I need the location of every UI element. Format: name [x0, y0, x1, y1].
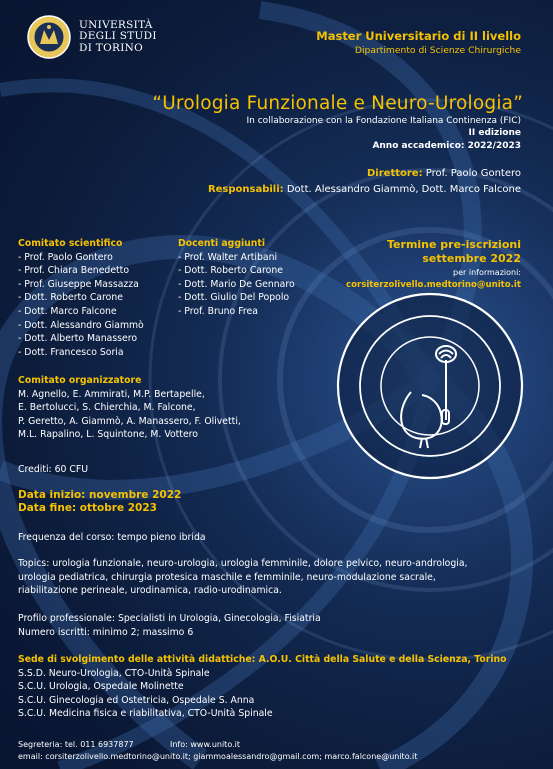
program-level: Master Universitario di II livello: [316, 29, 521, 43]
course-frequency: Frequenza del corso: tempo pieno ibrida: [18, 532, 206, 543]
list-item: M.L. Rapalino, L. Squintone, M. Vottero: [18, 429, 198, 441]
venue-heading: Sede di svolgimento delle attività didattiche: A.O.U. Città della Salute e della Scienza, Torino: [18, 654, 507, 665]
list-item: - Dott. Marco Falcone: [18, 305, 117, 317]
list-item: M. Agnello, E. Ammirati, M.P. Bertapelle,: [18, 388, 205, 400]
list-item: - Prof. Walter Artibani: [178, 251, 278, 263]
enrollment-text: Numero iscritti: minimo 2; massimo 6: [18, 626, 194, 638]
footer-emails[interactable]: email: corsiterzolivello.medtorino@unito.it; giammoalessandro@gmail.com; marco.falcone@unito.it: [18, 752, 418, 761]
list-item: S.S.D. Neuro-Urologia, CTO-Unità Spinale: [18, 667, 210, 679]
list-item: P. Geretto, A. Giammò, A. Manassero, F. Olivetti,: [18, 415, 241, 427]
university-name-line3: DI TORINO: [79, 41, 144, 54]
topics-line: urologia pediatrica, chirurgia protesica maschile e femminile, neuro-modulazione sacrale,: [18, 571, 436, 583]
scientific-committee: [18, 237, 144, 359]
list-item: - Prof. Paolo Gontero: [18, 251, 113, 263]
bladder-brain-ring-icon: [336, 292, 524, 480]
edition: II edizione: [468, 128, 521, 138]
additional-teachers: [178, 237, 295, 319]
list-item: E. Bertolucci, S. Chierchia, M. Falcone,: [18, 402, 196, 414]
list-item: - Dott. Alberto Manassero: [18, 333, 138, 345]
end-date: Data fine: ottobre 2023: [18, 502, 157, 514]
director-label: Direttore:: [367, 168, 423, 179]
info-label: per informazioni:: [453, 268, 521, 277]
list-item: - Dott. Francesco Soria: [18, 346, 124, 358]
start-date: Data inizio: novembre 2022: [18, 489, 182, 501]
director-name: Prof. Paolo Gontero: [425, 168, 521, 179]
list-item: - Dott. Mario De Gennaro: [178, 278, 295, 290]
info-email-link[interactable]: corsiterzolivello.medtorino@unito.it: [345, 280, 521, 290]
director-line: [367, 168, 521, 179]
list-item: - Dott. Giulio Del Popolo: [178, 292, 290, 304]
organizing-committee-heading: Comitato organizzatore: [18, 375, 142, 386]
department-name: Dipartimento di Scienze Chirurgiche: [354, 45, 521, 56]
info-website-link[interactable]: Info: www.unito.it: [170, 740, 240, 749]
university-seal-icon: [26, 14, 72, 60]
list-item: - Dott. Alessandro Giammò: [18, 319, 144, 331]
list-item: S.C.U. Ginecologia ed Ostetricia, Ospedale S. Anna: [18, 694, 255, 706]
collaboration-note: In collaborazione con la Fondazione Italiana Continenza (FIC): [246, 116, 521, 126]
scientific-committee-heading: Comitato scientifico: [18, 238, 123, 249]
venue: [18, 653, 507, 721]
responsible-line: [208, 184, 521, 195]
course-dates: [18, 489, 181, 515]
additional-teachers-heading: Docenti aggiunti: [178, 238, 266, 249]
list-item: - Prof. Giuseppe Massazza: [18, 278, 139, 290]
list-item: - Dott. Roberto Carone: [178, 265, 283, 277]
list-item: S.C.U. Urologia, Ospedale Molinette: [18, 681, 184, 693]
list-item: - Prof. Chiara Benedetto: [18, 265, 130, 277]
list-item: S.C.U. Medicina fisica e riabilitativa, CTO-Unità Spinale: [18, 708, 273, 720]
topics-line: Topics: urologia funzionale, neuro-urologia, urologia femminile, dolore pelvico, neuro-andrologia,: [18, 558, 468, 569]
organizing-committee: [18, 374, 241, 442]
secretariat: Segreteria: tel. 011 6937877: [18, 740, 134, 749]
academic-year: Anno accademico: 2022/2023: [372, 141, 521, 151]
list-item: - Prof. Bruno Frea: [178, 305, 258, 317]
university-logo: [26, 14, 157, 60]
responsible-names: Dott. Alessandro Giammò, Dott. Marco Falcone: [286, 184, 521, 195]
responsible-label: Responsabili:: [207, 184, 284, 195]
credits: Crediti: 60 CFU: [18, 464, 89, 475]
profile-text: Profilo professionale: Specialisti in Urologia, Ginecologia, Fisiatria: [18, 613, 321, 624]
professional-profile: [18, 612, 321, 639]
page-title: “Urologia Funzionale e Neuro-Urologia”: [152, 93, 523, 114]
university-name-line2: DEGLI STUDI: [79, 30, 157, 43]
university-name-line1: UNIVERSITÀ: [79, 18, 153, 31]
list-item: - Dott. Roberto Carone: [18, 292, 123, 304]
pre-registration-line2: settembre 2022: [422, 251, 521, 265]
topics: [18, 557, 538, 598]
topics-line: riabilitazione perineale, urodinamica, radio-urodinamica.: [18, 585, 282, 597]
pre-registration-deadline: [387, 238, 521, 265]
pre-registration-line1: Termine pre-iscrizioni: [387, 238, 521, 251]
